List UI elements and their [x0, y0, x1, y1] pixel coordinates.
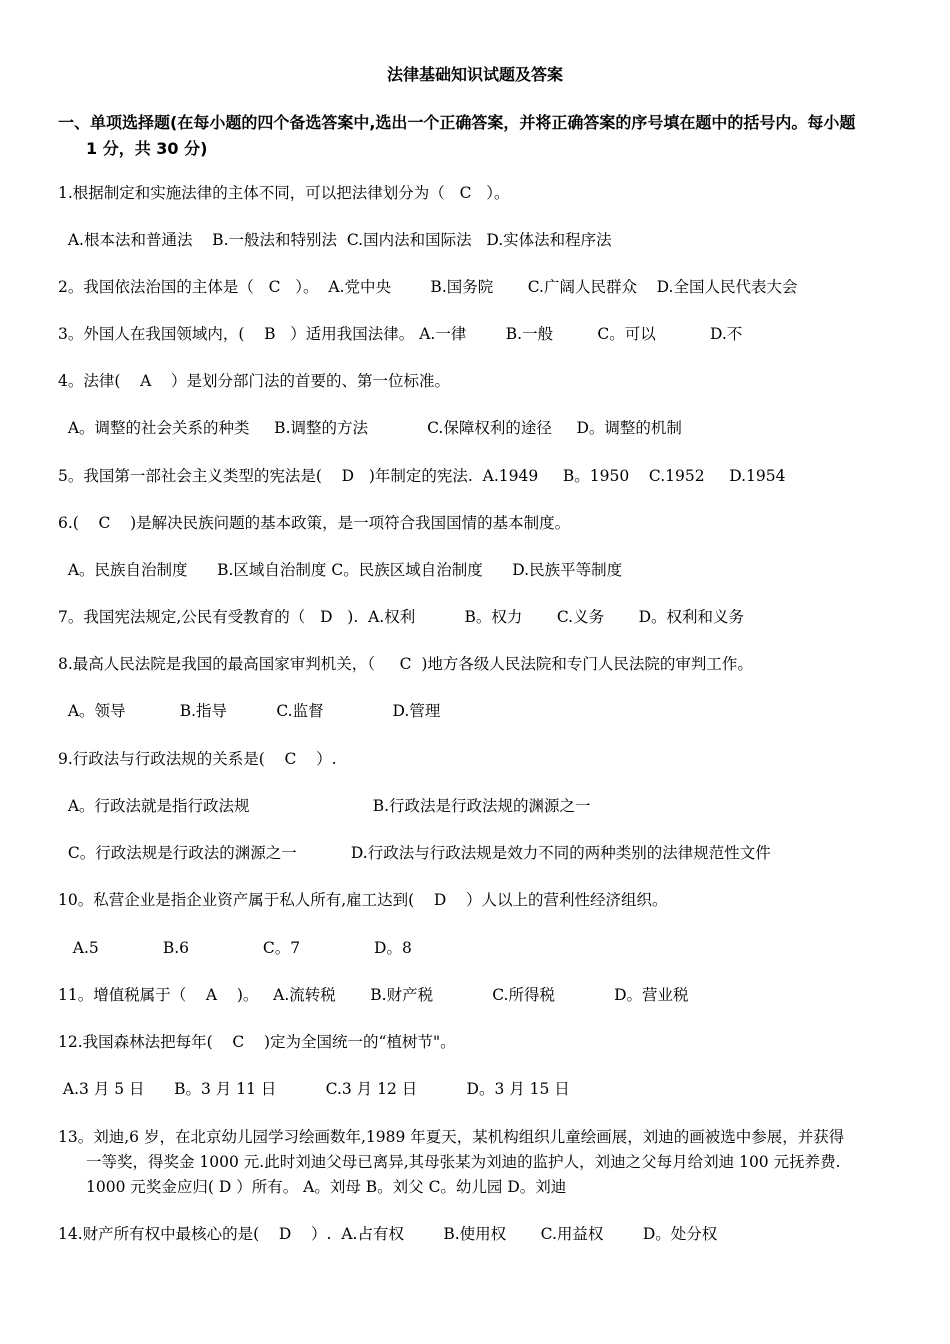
question-3: 3。外国人在我国领域内，( B ）适用我国法律。 A.一律 B.一般 C。可以 D.不 [58, 325, 743, 343]
question-13 [58, 1125, 898, 1200]
question-2: 2。我国依法治国的主体是（ C ）。 A.党中央 B.国务院 C.广阔人民群众 D.全国人民代表大会 [58, 278, 798, 296]
question-9-options-ab: A。行政法就是指行政法规 B.行政法是行政法规的渊源之一 [58, 797, 591, 815]
page-title: 法律基础知识试题及答案 [386, 65, 563, 84]
question-12: 12.我国森林法把每年( C )定为全国统一的“植树节"。 [58, 1033, 456, 1051]
question-12-options: A.3 月 5 日 B。3 月 11 日 C.3 月 12 日 D。3 月 15 日 [58, 1080, 570, 1098]
question-10-options: A.5 B.6 C。7 D。8 [58, 939, 412, 957]
section-heading-line-1: 一、单项选择题(在每小题的四个备选答案中,选出一个正确答案，并将正确答案的序号填在题中的括号内。每小题 [58, 113, 856, 132]
question-8-options: A。领导 B.指导 C.监督 D.管理 [58, 702, 441, 720]
question-11: 11。增值税属于（ A )。 A.流转税 B.财产税 C.所得税 D。营业税 [58, 986, 689, 1004]
question-9: 9.行政法与行政法规的关系是( C ）. [58, 750, 337, 768]
question-4: 4。法律( A ）是划分部门法的首要的、第一位标准。 [58, 372, 451, 390]
question-14: 14.财产所有权中最核心的是( D ）. A.占有权 B.使用权 C.用益权 D。处分权 [58, 1225, 718, 1243]
section-heading-line-2: 1 分，共 30 分) [86, 139, 208, 158]
question-10: 10。私营企业是指企业资产属于私人所有,雇工达到( D ）人以上的营利性经济组织。 [58, 891, 668, 909]
question-4-options: A。调整的社会关系的种类 B.调整的方法 C.保障权利的途径 D。调整的机制 [58, 419, 682, 437]
question-13-line-3: 1000 元奖金应归( D ）所有。 A。刘母 B。刘父 C。幼儿园 D。刘迪 [86, 1178, 567, 1196]
question-7: 7。我国宪法规定,公民有受教育的（ D ). A.权利 B。权力 C.义务 D。权利和义务 [58, 608, 745, 626]
question-1-options: A.根本法和普通法 B.一般法和特别法 C.国内法和国际法 D.实体法和程序法 [58, 231, 612, 249]
question-13-line-1: 13。刘迪,6 岁，在北京幼儿园学习绘画数年,1989 年夏天，某机构组织儿童绘画展，刘迪的画被选中参展，并获得 [58, 1128, 845, 1146]
question-8: 8.最高人民法院是我国的最高国家审判机关，（ C )地方各级人民法院和专门人民法院的审判工作。 [58, 655, 753, 673]
question-6: 6.( C )是解决民族问题的基本政策，是一项符合我国国情的基本制度。 [58, 514, 571, 532]
question-5: 5。我国第一部社会主义类型的宪法是( D )年制定的宪法. A.1949 B。1950 C.1952 D.1954 [58, 467, 786, 485]
question-9-options-cd: C。行政法规是行政法的渊源之一 D.行政法与行政法规是效力不同的两种类别的法律规范性文件 [58, 844, 771, 862]
question-13-line-2: 一等奖，得奖金 1000 元.此时刘迪父母已离异,其母张某为刘迪的监护人，刘迪之父每月给刘迪 100 元抚养费. [86, 1153, 841, 1171]
question-1: 1.根据制定和实施法律的主体不同，可以把法律划分为（ C ）。 [58, 184, 510, 202]
question-6-options: A。民族自治制度 B.区域自治制度 C。民族区域自治制度 D.民族平等制度 [58, 561, 623, 579]
section-heading [58, 110, 898, 162]
